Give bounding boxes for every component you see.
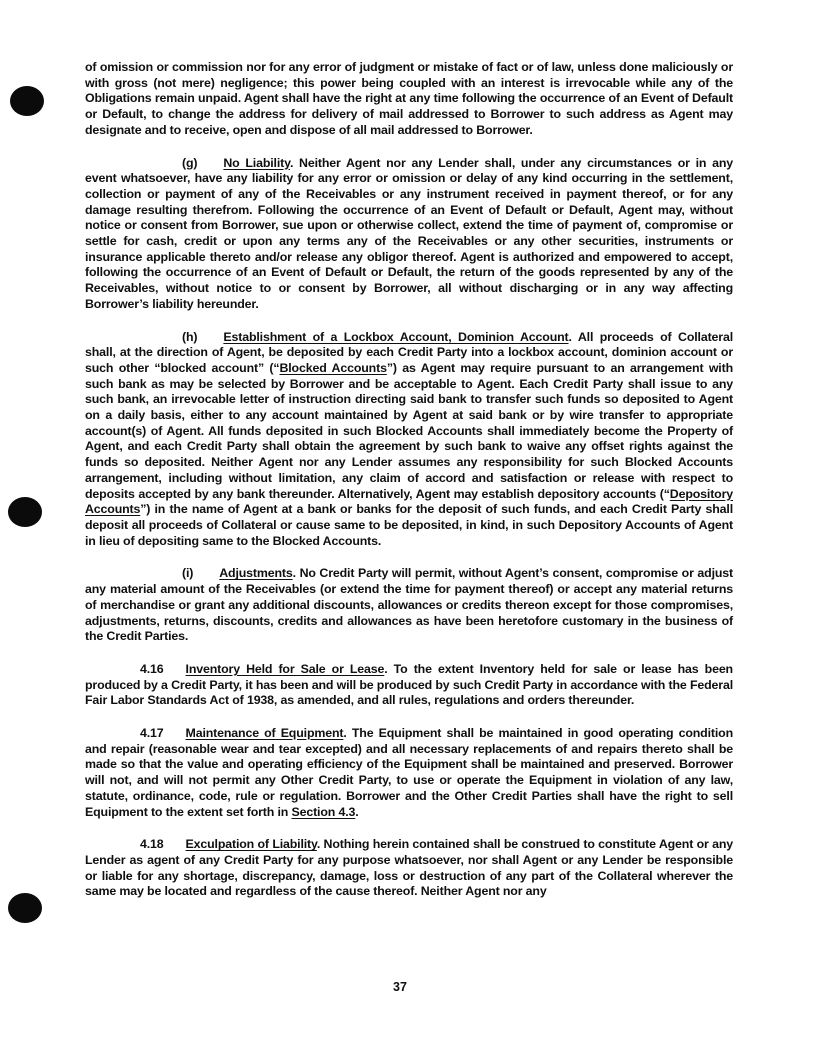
text-run: . The Equipment shall be maintained in good operating condition and repair (reasonable wear and tear excepted) and all necessary replacements of and repairs thereto shall be made so that the value and operating efficiency of the Equipment shall be maintained and preserved. Borrower will not, and will not permit any Other Credit Party, to use or operate the Equipment in violation of any law, statute, ordinance, code, rule or regulation. Borrower and the Other Credit Parties shall have the right to sell Equipment to the extent set forth in [85,726,733,819]
paragraph [85,837,733,900]
underlined-heading-text: No Liability [223,155,290,170]
paragraph [85,726,733,820]
paragraph-label: 4.18 [140,837,164,852]
text-run: ”) as Agent may require pursuant to an arrangement with such bank as may be selected by Borrower and be acceptable to Agent. Each Credit Party shall issue to any such bank, an irrevocable letter of instruction directing said bank to transfer such funds so deposited to Agent on a daily basis, either to any account maintained by Agent at said bank or by wire transfer to appropriate account(s) of Agent. All funds deposited in such Blocked Accounts shall immediately become the Property of Agent, and each Credit Party shall obtain the agreement by such bank to waive any offset rights against the funds so deposited. Neither Agent nor any Lender assumes any responsibility for such Blocked Accounts arrangement, including without limitation, any claim of accord and satisfaction or release with respect to deposits accepted by any bank thereunder. Alternatively, Agent may establish depository accounts (“ [85,360,733,501]
paragraph-label: (h) [182,329,198,344]
hole-punch-icon [10,86,44,116]
text-run: ”) in the name of Agent at a bank or banks for the deposit of such funds, and each Credit Party shall deposit all proceeds of Collateral or cause same to be deposited, in kind, in such Depository Accounts of Agent in lieu of depositing same to the Blocked Accounts. [85,502,733,548]
text-run: . To the extent Inventory held for sale or lease has been produced by a Credit Party, it has been and will be produced by such Credit Party in accordance with the Federal Fair Labor Standards Act of 1938, as amended, and all rules, regulations and orders thereunder. [85,661,733,708]
paragraph [85,662,733,709]
underlined-heading-text: Exculpation of Liability [185,837,317,852]
paragraph-label: 4.17 [140,726,164,741]
paragraph [85,60,733,139]
text-run: . [355,804,359,819]
text-run: . Neither Agent nor any Lender shall, under any circumstances or in any event whatsoever, have any liability for any error or omission or delay of any kind occurring in the settlement, collection or payment of any of the Receivables or any instrument received in payment thereof, or for any damage resulting therefrom. Following the occurrence of an Event of Default or Default, Agent may, without notice or consent from Borrower, sue upon or otherwise collect, extend the time of payment of, compromise or settle for cash, credit or upon any terms any of the Receivables or any other securities, instruments or insurance applicable thereto and/or release any obligor thereof. Agent is authorized and empowered to accept, following the occurrence of an Event of Default or Default, the return of the goods represented by any of the Receivables, without notice to or consent by Borrower, all without discharging or in any way affecting Borrower’s liability hereunder. [85,155,733,311]
hole-punch-icon [8,893,42,923]
text-run: . All proceeds of Collateral shall, at the direction of Agent, be deposited by each Credit Party into a lockbox account, dominion account or such other “blocked account” (“ [85,329,734,375]
underlined-heading-text: Inventory Held for Sale or Lease [185,661,385,676]
text-run: . Nothing herein contained shall be construed to constitute Agent or any Lender as agent of any Credit Party for any purpose whatsoever, nor shall Agent or any Lender be responsible or liable for any shortage, discrepancy, damage, loss or destruction of any part of the Collateral wherever the same may be located and regardless of the cause thereof. Neither Agent nor any [85,837,733,899]
underlined-heading-text: Section 4.3 [291,804,356,819]
paragraph-label: 4.16 [140,661,164,676]
underlined-heading-text: Blocked Accounts [279,360,387,375]
underlined-heading-text: Depository Accounts [85,486,733,517]
paragraph [85,156,733,313]
text-run: of omission or commission nor for any error of judgment or mistake of fact or of law, unless done maliciously or with gross (not mere) negligence; this power being coupled with an interest is irrevocable while any of the Obligations remain unpaid. Agent shall have the right at any time following the occurrence of an Event of Default or Default, to change the address for delivery of mail addressed to Borrower to such address as Agent may designate and to receive, open and dispose of all mail addressed to Borrower. [85,60,733,137]
paragraph-label: (i) [182,566,194,581]
paragraph-label: (g) [182,155,198,170]
hole-punch-icon [8,497,42,527]
underlined-heading-text: Maintenance of Equipment [185,726,344,741]
paragraph [85,330,733,550]
document-body [85,60,733,900]
page-number: 37 [393,980,407,994]
underlined-heading-text: Establishment of a Lockbox Account, Dominion Account [223,329,569,344]
underlined-heading-text: Adjustments [219,566,293,581]
paragraph [85,566,733,645]
text-run: . No Credit Party will permit, without Agent’s consent, compromise or adjust any material amount of the Receivables (or extend the time for payment thereof) or accept any material returns of merchandise or grant any additional discounts, allowances or credits thereon except for those compromises, adjustments, returns, discounts, credits and allowances as have been heretofore customary in the business of the Credit Parties. [85,566,733,644]
